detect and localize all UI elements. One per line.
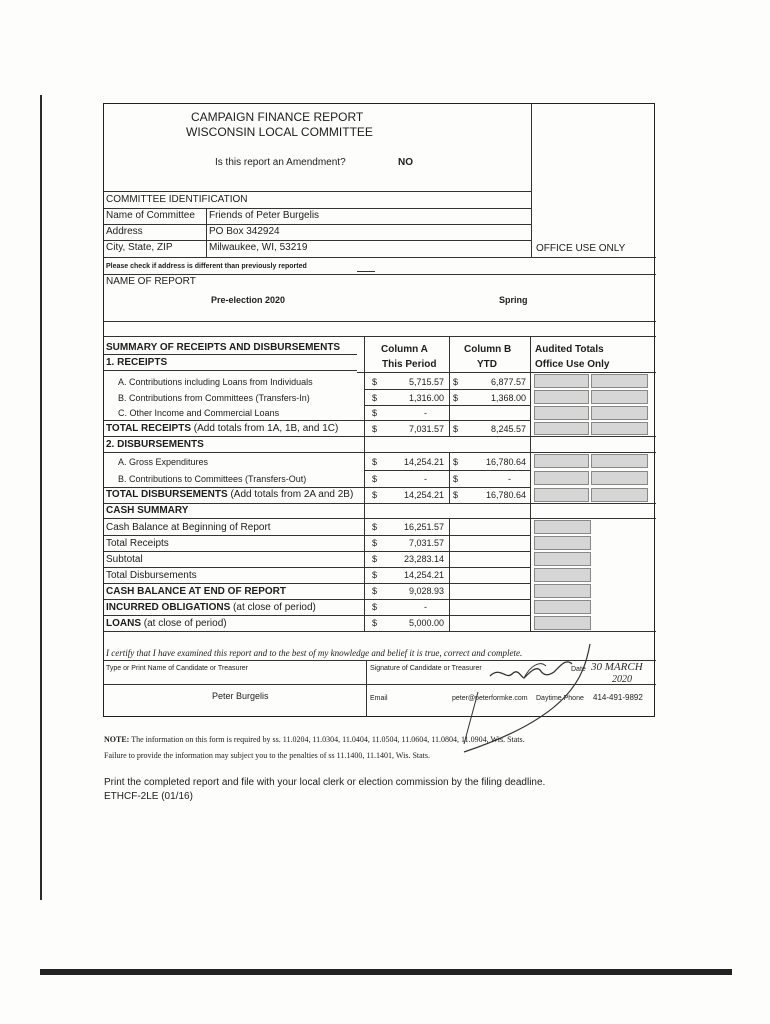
disbursements-heading: 2. DISBURSEMENTS — [106, 439, 204, 450]
filing-instruction: Print the completed report and file with your local clerk or election commission by the filing deadline. — [104, 777, 546, 788]
loans-row — [106, 619, 227, 629]
cash-disbursements-currency: $ — [372, 570, 378, 580]
total-disbursements-label: TOTAL DISBURSEMENTS — [106, 489, 228, 500]
office-use-label: OFFICE USE ONLY — [536, 243, 626, 254]
statute-note-1 — [104, 736, 525, 744]
cash-receipts-value[interactable]: 7,031.57 — [408, 538, 444, 548]
form-title-2: WISCONSIN LOCAL COMMITTEE — [186, 125, 373, 139]
obligations-currency: $ — [372, 602, 378, 612]
column-a-subheading: This Period — [382, 359, 437, 370]
cash-disbursements-label: Total Disbursements — [106, 570, 197, 581]
email-label: Email — [370, 695, 388, 702]
address-change-note: Please check if address is different than previously reported — [106, 263, 307, 270]
column-a-heading: Column A — [381, 344, 428, 355]
total-receipts-note: (Add totals from 1A, 1B, and 1C) — [193, 423, 339, 434]
date-value-1[interactable]: 30 MARCH — [591, 661, 643, 673]
disbursement-b-currency-a: $ — [372, 474, 378, 484]
receipts-heading: 1. RECEIPTS — [106, 357, 168, 368]
certification-statement: I certify that I have examined this report and to the best of my knowledge and belief it is true, correct and complete. — [106, 648, 523, 658]
print-name-label: Type or Print Name of Candidate or Treasurer — [106, 665, 249, 672]
cash-subtotal-value[interactable]: 23,283.14 — [403, 554, 444, 564]
page-edge-bottom — [40, 969, 732, 975]
disbursement-a-label: A. Gross Expenditures — [118, 457, 209, 467]
date-label: Date — [571, 666, 586, 673]
audit-cell — [591, 406, 648, 420]
page-edge-left — [40, 95, 42, 900]
audit-cell — [534, 520, 591, 534]
audit-cell — [534, 536, 591, 550]
column-b-heading: Column B — [464, 344, 512, 355]
loans-note: (at close of period) — [143, 618, 227, 629]
amendment-answer[interactable]: NO — [398, 157, 413, 168]
signature-label: Signature of Candidate or Treasurer — [370, 665, 482, 672]
audited-heading: Audited Totals — [535, 344, 604, 355]
audit-cell — [591, 422, 648, 435]
receipt-a-label: A. Contributions including Loans from Individuals — [118, 377, 313, 387]
receipt-a-col-a[interactable]: 5,715.57 — [408, 377, 444, 387]
cash-disbursements-value[interactable]: 14,254.21 — [403, 570, 444, 580]
audit-cell — [591, 390, 648, 404]
cash-begin-label: Cash Balance at Beginning of Report — [106, 522, 271, 533]
incurred-obligations-note: (at close of period) — [233, 602, 316, 613]
audit-cell — [591, 454, 648, 468]
total-receipts-col-a[interactable]: 7,031.57 — [408, 424, 444, 434]
report-name[interactable]: Pre-election 2020 — [211, 295, 286, 305]
receipt-b-col-a[interactable]: 1,316.00 — [408, 393, 444, 403]
printed-name[interactable]: Peter Burgelis — [212, 691, 269, 701]
total-receipts-currency-a: $ — [372, 424, 378, 434]
committee-name-value[interactable]: Friends of Peter Burgelis — [209, 210, 320, 221]
cash-subtotal-label: Subtotal — [106, 554, 143, 565]
disbursement-a-currency-a: $ — [372, 457, 378, 467]
audit-cell — [534, 454, 589, 468]
cash-end-label: CASH BALANCE AT END OF REPORT — [106, 586, 286, 597]
loans-value[interactable]: 5,000.00 — [408, 618, 444, 628]
cash-end-currency: $ — [372, 586, 378, 596]
column-b-subheading: YTD — [477, 359, 497, 370]
disbursement-b-col-b[interactable]: - — [508, 474, 511, 484]
audit-cell — [534, 488, 589, 502]
audit-cell — [534, 616, 591, 630]
incurred-obligations-label: INCURRED OBLIGATIONS — [106, 602, 231, 613]
disbursement-a-col-a[interactable]: 14,254.21 — [403, 457, 444, 467]
receipt-b-currency-a: $ — [372, 393, 378, 403]
disbursement-b-label: B. Contributions to Committees (Transfers-Out) — [118, 474, 307, 484]
loans-label: LOANS — [106, 618, 141, 629]
city-label: City, State, ZIP — [106, 242, 173, 253]
audit-cell — [591, 471, 648, 485]
audit-cell — [534, 584, 591, 598]
receipt-c-currency-a: $ — [372, 408, 378, 418]
report-heading: NAME OF REPORT — [106, 276, 196, 287]
audit-cell — [534, 471, 589, 485]
note-text-1: The information on this form is required by ss. 11.0204, 11.0304, 11.0404, 11.0504, 11.0604, 11.0804, 11.0904, Wis. Stats. — [131, 735, 525, 744]
committee-name-label: Name of Committee — [106, 210, 195, 221]
receipt-b-col-b[interactable]: 1,368.00 — [490, 393, 526, 403]
disbursement-b-col-a[interactable]: - — [424, 474, 427, 484]
cash-subtotal-currency: $ — [372, 554, 378, 564]
audit-cell — [591, 488, 648, 502]
incurred-obligations-value[interactable]: - — [424, 602, 427, 612]
disbursement-a-col-b[interactable]: 16,780.64 — [485, 457, 526, 467]
date-value-2[interactable]: 2020 — [612, 674, 632, 685]
loans-currency: $ — [372, 618, 378, 628]
address-label: Address — [106, 226, 143, 237]
total-disbursements-row — [106, 490, 353, 500]
address-change-checkbox[interactable] — [357, 271, 375, 272]
cash-begin-currency: $ — [372, 522, 378, 532]
total-disbursements-col-b[interactable]: 16,780.64 — [485, 490, 526, 500]
receipt-b-label: B. Contributions from Committees (Transfers-In) — [118, 393, 310, 403]
city-value[interactable]: Milwaukee, WI, 53219 — [209, 242, 308, 253]
receipt-b-currency-b: $ — [453, 393, 459, 403]
form-id: ETHCF-2LE (01/16) — [104, 791, 193, 802]
cash-summary-heading: CASH SUMMARY — [106, 505, 189, 516]
note-label: NOTE: — [104, 735, 130, 744]
cash-receipts-label: Total Receipts — [106, 538, 169, 549]
total-disbursements-col-a[interactable]: 14,254.21 — [403, 490, 444, 500]
audit-cell — [534, 374, 589, 388]
total-receipts-currency-b: $ — [453, 424, 459, 434]
audit-cell — [534, 390, 589, 404]
audit-cell — [534, 600, 591, 614]
disbursement-b-currency-b: $ — [453, 474, 459, 484]
committee-heading: COMMITTEE IDENTIFICATION — [106, 194, 248, 205]
total-disb-currency-b: $ — [453, 490, 459, 500]
summary-heading: SUMMARY OF RECEIPTS AND DISBURSEMENTS — [106, 342, 341, 353]
form-title-1: CAMPAIGN FINANCE REPORT — [191, 110, 364, 124]
audit-cell — [534, 568, 591, 582]
email-value[interactable]: peter@peterformke.com — [452, 695, 528, 702]
statute-note-2: Failure to provide the information may subject you to the penalties of ss 11.1400, 11.1401, Wis. Stats. — [104, 751, 431, 760]
address-value[interactable]: PO Box 342924 — [209, 226, 280, 237]
audited-subheading: Office Use Only — [535, 359, 610, 370]
cash-receipts-currency: $ — [372, 538, 378, 548]
cash-end-value[interactable]: 9,028.93 — [408, 586, 444, 596]
total-disbursements-note: (Add totals from 2A and 2B) — [230, 489, 354, 500]
total-receipts-label: TOTAL RECEIPTS — [106, 423, 192, 434]
receipt-c-col-a[interactable]: - — [424, 408, 427, 418]
receipt-a-col-b[interactable]: 6,877.57 — [490, 377, 526, 387]
audit-cell — [591, 374, 648, 388]
audit-cell — [534, 552, 591, 566]
incurred-obligations-row — [106, 603, 316, 613]
total-receipts-col-b[interactable]: 8,245.57 — [490, 424, 526, 434]
receipt-a-currency-b: $ — [453, 377, 459, 387]
phone-label: Daytime Phone — [536, 695, 584, 702]
report-season[interactable]: Spring — [499, 295, 528, 305]
receipt-c-label: C. Other Income and Commercial Loans — [118, 408, 280, 418]
phone-value[interactable]: 414-491-9892 — [593, 693, 643, 702]
finance-report-form — [103, 103, 655, 717]
total-receipts-row — [106, 424, 338, 434]
receipt-a-currency-a: $ — [372, 377, 378, 387]
audit-cell — [534, 406, 589, 420]
disbursement-a-currency-b: $ — [453, 457, 459, 467]
total-disb-currency-a: $ — [372, 490, 378, 500]
audit-cell — [534, 422, 589, 435]
amendment-question: Is this report an Amendment? — [215, 157, 346, 168]
cash-begin-value[interactable]: 16,251.57 — [403, 522, 444, 532]
